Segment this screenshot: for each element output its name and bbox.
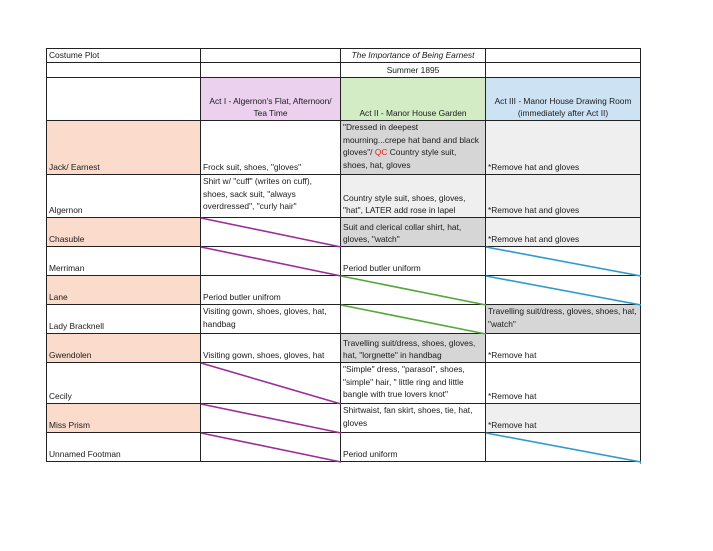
act1-costume: Visiting gown, shoes, gloves, hat [203, 350, 325, 361]
act2-header-cell[interactable] [341, 78, 486, 121]
act2-cell-lane[interactable] [341, 276, 486, 305]
character-header-cell[interactable] [46, 78, 201, 121]
act2-costume: Suit and clerical collar shirt, hat, gloves, "watch" [343, 221, 462, 245]
act2-costume: Travelling suit/dress, shoes, gloves, hat, "lorgnette" in handbag [343, 337, 476, 361]
character-name: Miss Prism [49, 420, 90, 431]
play-title-cell[interactable] [341, 48, 486, 63]
act1-cell-jack[interactable] [201, 121, 341, 175]
act2-costume: Country style suit, shoes, gloves, "hat", LATER add rose in lapel [343, 192, 466, 216]
act2-cell-chasuble[interactable] [341, 218, 486, 247]
character-name: Merriman [49, 263, 85, 274]
act3-cell-lady-bracknell[interactable] [486, 305, 641, 334]
act3-cell-chasuble[interactable] [486, 218, 641, 247]
act1-cell-chasuble[interactable] [201, 218, 341, 247]
header-blank-cell[interactable] [201, 63, 341, 78]
act1-costume: Period butler unifrom [203, 292, 281, 303]
character-cell-lady-bracknell[interactable] [46, 305, 201, 334]
act3-costume: *Remove hat and gloves [488, 234, 580, 245]
act2-header-label: Act II - Manor House Garden [359, 108, 467, 119]
act2-cell-merriman[interactable] [341, 247, 486, 276]
character-cell-merriman[interactable] [46, 247, 201, 276]
character-cell-miss-prism[interactable] [46, 404, 201, 433]
act2-costume: Period butler uniform [343, 263, 421, 274]
act3-cell-unnamed-footman[interactable] [486, 433, 641, 462]
act3-cell-lane[interactable] [486, 276, 641, 305]
character-name: Gwendolen [49, 350, 92, 361]
character-name: Unnamed Footman [49, 449, 121, 460]
character-name: Lady Bracknell [49, 321, 104, 332]
character-cell-algernon[interactable] [46, 175, 201, 218]
act3-cell-cecily[interactable] [486, 363, 641, 404]
act3-cell-miss-prism[interactable] [486, 404, 641, 433]
act1-cell-algernon[interactable] [201, 175, 341, 218]
act2-cell-cecily[interactable] [341, 363, 486, 404]
act3-costume: *Remove hat and gloves [488, 162, 580, 173]
qc-note: QC [374, 147, 388, 158]
act3-cell-merriman[interactable] [486, 247, 641, 276]
act1-cell-lady-bracknell[interactable] [201, 305, 341, 334]
act3-cell-algernon[interactable] [486, 175, 641, 218]
season-cell[interactable] [341, 63, 486, 78]
plot-label: Costume Plot [49, 50, 100, 61]
act1-costume: Frock suit, shoes, "gloves" [203, 162, 302, 173]
act2-cell-unnamed-footman[interactable] [341, 433, 486, 462]
act2-costume: Period uniform [343, 449, 398, 460]
act1-cell-merriman[interactable] [201, 247, 341, 276]
header-blank-cell[interactable] [46, 63, 201, 78]
header-blank-cell[interactable] [486, 48, 641, 63]
character-cell-lane[interactable] [46, 276, 201, 305]
play-title: The Importance of Being Earnest [351, 50, 475, 61]
act2-costume: Shirtwaist, fan skirt, shoes, tie, hat, gloves [343, 405, 473, 428]
act2-costume-part: "Dressed in deepest mourning...crepe hat band and black gloves"/ [343, 122, 479, 158]
act3-costume: *Remove hat and gloves [488, 205, 580, 216]
header-blank-cell[interactable] [201, 48, 341, 63]
act1-costume: Visiting gown, shoes, gloves, hat, handbag [203, 306, 327, 329]
character-cell-unnamed-footman[interactable] [46, 433, 201, 462]
act2-cell-algernon[interactable] [341, 175, 486, 218]
season-label: Summer 1895 [386, 64, 440, 75]
costume-plot-table [46, 48, 641, 464]
act1-cell-cecily[interactable] [201, 363, 341, 404]
character-name: Algernon [49, 205, 83, 216]
act2-cell-gwendolen[interactable] [341, 334, 486, 363]
act3-costume: Travelling suit/dress, gloves, shoes, hat, "watch" [488, 306, 637, 329]
act1-costume: Shirt w/ "cuff" (writes on cuff), shoes, sack suit, "always overdressed", "curly hair" [203, 176, 312, 212]
character-name: Lane [49, 292, 68, 303]
header-blank-cell[interactable] [486, 63, 641, 78]
act1-header-label: Act I - Algernon's Flat, Afternoon/ Tea Time [209, 95, 332, 119]
act1-cell-lane[interactable] [201, 276, 341, 305]
act1-cell-miss-prism[interactable] [201, 404, 341, 433]
act2-costume: "Simple" dress, "parasol", shoes, "simple" hair, " little ring and little bangle with true lovers knot" [343, 364, 465, 400]
act2-costume-part: Country style suit, shoes, hat, gloves [343, 147, 457, 170]
act3-costume: *Remove hat [488, 350, 537, 361]
act3-header-label: Act III - Manor House Drawing Room (immediately after Act II) [494, 95, 632, 119]
act3-costume: *Remove hat [488, 391, 537, 402]
act2-cell-jack[interactable] [341, 121, 486, 175]
character-cell-jack[interactable] [46, 121, 201, 175]
character-name: Jack/ Earnest [49, 162, 100, 173]
act1-header-cell[interactable] [201, 78, 341, 121]
act3-cell-jack[interactable] [486, 121, 641, 175]
act1-cell-unnamed-footman[interactable] [201, 433, 341, 462]
character-cell-gwendolen[interactable] [46, 334, 201, 363]
act2-costume [343, 121, 483, 171]
plot-label-cell[interactable] [46, 48, 201, 63]
act2-cell-lady-bracknell[interactable] [341, 305, 486, 334]
character-name: Cecily [49, 391, 72, 402]
act3-costume: *Remove hat [488, 420, 537, 431]
act3-header-cell[interactable] [486, 78, 641, 121]
act1-cell-gwendolen[interactable] [201, 334, 341, 363]
act2-cell-miss-prism[interactable] [341, 404, 486, 433]
character-name: Chasuble [49, 234, 85, 245]
act3-cell-gwendolen[interactable] [486, 334, 641, 363]
character-cell-cecily[interactable] [46, 363, 201, 404]
character-cell-chasuble[interactable] [46, 218, 201, 247]
